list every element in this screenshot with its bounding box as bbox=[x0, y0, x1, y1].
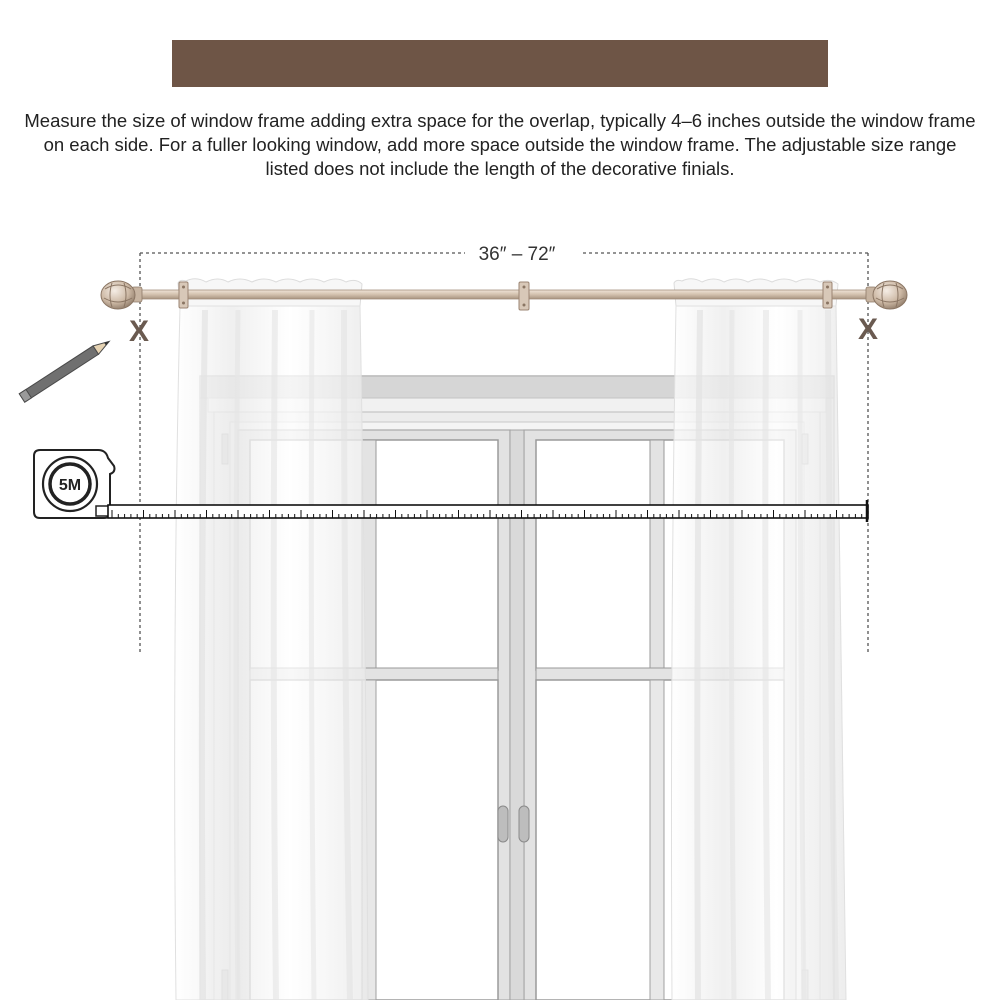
banner-background bbox=[172, 40, 828, 87]
tape-measure-icon bbox=[34, 450, 115, 518]
curtain-right bbox=[672, 279, 847, 1000]
rod-bracket-right bbox=[823, 282, 832, 308]
door-handle-right bbox=[519, 806, 529, 842]
rod-bracket-center bbox=[519, 282, 529, 310]
marker-right: X bbox=[857, 313, 879, 346]
tape-measure-label: 5M bbox=[58, 477, 82, 494]
marker-left: X bbox=[128, 315, 150, 348]
door-handle-left bbox=[498, 806, 508, 842]
curtain-left bbox=[175, 279, 368, 1000]
finial-icon bbox=[101, 281, 142, 309]
instruction-text: Measure the size of window frame adding extra space for the overlap, typically 4–6 inches outside the window frame on each side. For a fuller looking window, add more space outside the window frame. The adjustable size range listed does not include the length of the decorative finials. bbox=[24, 110, 976, 179]
pencil-icon bbox=[19, 337, 112, 402]
rod-bracket-left bbox=[179, 282, 188, 308]
dimension-label: 36″ – 72″ bbox=[478, 244, 556, 265]
finial-icon bbox=[866, 281, 907, 309]
